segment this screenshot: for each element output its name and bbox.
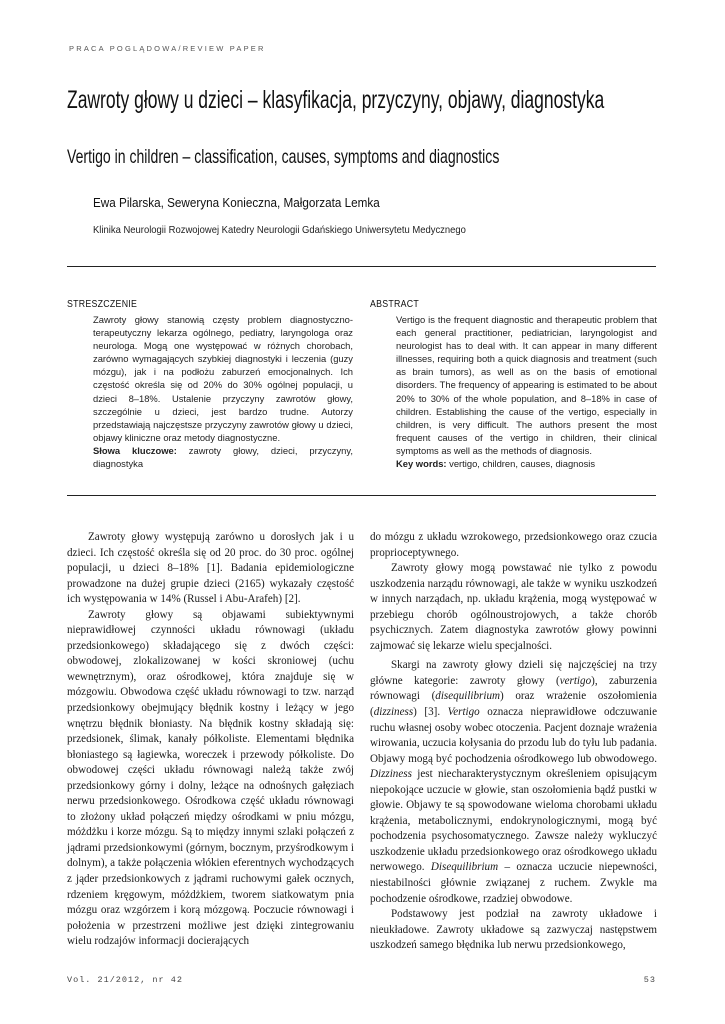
streszczenie-block — [93, 313, 353, 470]
streszczenie-heading: STRESZCZENIE — [67, 299, 138, 310]
body-paragraph — [370, 658, 657, 907]
text-run: Skargi na zawroty głowy dzieli się najczęściej na trzy główne kategorie: zawroty głowy ( — [370, 659, 657, 687]
body-paragraph: Zawroty głowy występują zarówno u dorosłych jak i u dzieci. Ich częstość określa się od 20 proc. do 30 proc. ogólnej populacji, u dzieci 8–18% [1]. Badania epidemiologiczne prowadzone na dużej grupie dzieci (2165) wykazały częstość ich występowania w 14% (Russel i Abu-Arafeh) [2]. — [67, 531, 354, 606]
streszczenie-keywords-label: Słowa kluczowe: — [93, 444, 177, 456]
page-number: 53 — [643, 975, 656, 985]
body-paragraph: Podstawowy jest podział na zawroty układowe i nieukładowe. Zawroty układowe są zazwyczaj następstwem uszkodzeń samego błędnika lub nerwu przedsionkowego, — [370, 908, 657, 952]
abstract-block — [396, 313, 657, 470]
abstract-text: Vertigo is the frequent diagnostic and therapeutic problem that each general practitioner, pediatrician, laryngologist and neurologist has to deal with. It can appear in many different illnesses, requiring both a quick diagnosis and treatment (such as brain tumors), as well as on the basis of emotional disorders. The frequency of appearing is estimated to be about 20% to 30% of the whole population, and 8–18% in case of children. Establishing the cause of the vertigo, especially in children, is very difficult. The authors present the most frequent causes of the vertigo in children, their clinical symptoms as well as the methods of diagnosis. — [396, 314, 657, 456]
text-run: jest niecharakterystycznym określeniem opisującym niepokojące uczucie w głowie, stan oszołomienia bądź pustki w głowie. Objawy te są spowodowane wieloma chorobami układu krążenia, metabolicznymi, endokrynologicznymi, mogą być pochodzenia psychosomatycznego. Zawsze należy wykluczyć uszkodzenie układu przedsionkowego oraz ośrodkowego układu nerwowego. — [370, 768, 657, 874]
term-dizziness: Dizziness — [370, 768, 412, 781]
article-subtitle: Vertigo in children – classification, causes, symptoms and diagnostics — [67, 146, 500, 168]
streszczenie-text: Zawroty głowy stanowią częsty problem diagnostyczno-terapeutyczny lekarza ogólnego, pediatry, laryngologa oraz neurologa. Mogą one występować w różnych chorobach, zarówno wymagających szybkiej diagnostyki i leczenia (guzy mózgu), jak i na podłożu zaburzeń emocjonalnych. Ich częstość określa się od 20% do 30% ogólnej populacji, u dzieci 8–18%. Ustalenie przyczyny zawrotów głowy, szczególnie u dzieci, jest bardzo trudne. Autorzy przedstawiają najczęstsze przyczyny zawrotów głowy u dzieci, objawy kliniczne oraz metody diagnostyczne. — [93, 314, 353, 443]
journal-section-label: PRACA POGLĄDOWA/REVIEW PAPER — [69, 44, 266, 53]
text-run: oznacza nieprawidłowe odczuwanie ruchu własnej osoby wobec otoczenia. Pacjent doznaje wrażenia wirowania, uczucia kołysania do przodu lub do tyłu lub padania. Objawy mogą być pochodzenia ośrodkowego lub obwodowego. — [370, 706, 657, 765]
abstract-keywords-label: Key words: — [396, 458, 447, 470]
abstract-heading: ABSTRACT — [370, 299, 420, 310]
text-run: ) [3]. — [413, 706, 448, 719]
text-run: ) oraz wrażenie oszołomienia ( — [370, 690, 657, 719]
body-column-right — [370, 530, 657, 954]
term-vertigo: Vertigo — [447, 706, 480, 719]
article-title: Zawroty głowy u dzieci – klasyfikacja, przyczyny, objawy, diagnostyka — [67, 86, 605, 114]
article-authors: Ewa Pilarska, Seweryna Konieczna, Małgorzata Lemka — [93, 195, 380, 210]
body-column-left — [67, 530, 354, 950]
text-run: ), zaburzenia równowagi ( — [370, 674, 658, 703]
article-affiliation: Klinika Neurologii Rozwojowej Katedry Neurologii Gdańskiego Uniwersytetu Medycznego — [93, 224, 466, 236]
term-vertigo: vertigo — [559, 674, 592, 687]
streszczenie-keywords: zawroty głowy, dzieci, przyczyny, diagnostyka — [93, 444, 353, 470]
term-disequilibrium: disequilibrium — [435, 690, 500, 703]
footer-volume: Vol. 21/2012, nr 42 — [67, 975, 183, 985]
body-paragraph: Zawroty głowy mogą powstawać nie tylko z powodu uszkodzenia narządu równowagi, ale także w wyniku uszkodzeń w innych narządach, np. układu krążenia, mogą występować w przebiegu chorób ogólnoustrojowych, a także chorób psychicznych. Zatem diagnostyka zawrotów głowy powinni zajmować się lekarze wielu specjalności. — [370, 562, 657, 652]
abstract-keywords: vertigo, children, causes, diagnosis — [449, 458, 596, 470]
middle-divider — [67, 495, 656, 496]
term-disequilibrium: Disequilibrium — [430, 861, 499, 874]
body-paragraph: do mózgu z układu wzrokowego, przedsionkowego oraz czucia proprioceptywnego. — [370, 531, 657, 559]
body-paragraph: Zawroty głowy są objawami subiektywnymi nieprawidłowej czynności układu równowagi (układu przedsionkowego) składającego się z dwóch części: obwodowej, zlokalizowanej w kości skroniowej (uchu wewnętrznym), oraz ośrodkowej, która znajduje się w mózgowiu. Obwodowa część układu równowagi to tzw. narząd przedsionkowy obejmujący błędnik kostny i leżący w jego wnętrzu błędnik błoniasty. Na błędnik kostny składają się: przedsionek, ślimak, kanały półkoliste. Elementami błędnika błoniastego są łagiewka, woreczek i przewody półkoliste. Do obwodowej części układu równowagi należą także zwój przedsionkowy górny i dolny, leżące na odnośnych gałęziach nerwu przedsionkowego. Ośrodkowa część układu równowagi to złożony układ połączeń między ośrodkami w pniu mózgu, móżdżku i korze mózgu. Są to między innymi szlaki połączeń z jądrami przedsionkowymi (górnym, bocznym, przyśrodkowym i dolnym), a także połączenia włókien eferentnych wychodzących z jąder przedsionkowych z jądrami ruchowymi gałek ocznych, rdzeniem kręgowym, móżdżkiem, tworem siatkowatym pnia mózgu oraz wzgórzem i korą mózgową. Poczucie równowagi i położenia w przestrzeni możliwe jest dzięki zintegrowaniu wielu rodzajów informacji docierających — [67, 608, 354, 948]
term-dizziness: dizziness — [373, 706, 414, 719]
text-run: – oznacza uczucie niepewności, niestabilności głównie związanej z ruchem. Zwykle ma pochodzenie ośrodkowe, rzadziej obwodowe. — [370, 861, 657, 905]
top-divider — [67, 266, 656, 267]
